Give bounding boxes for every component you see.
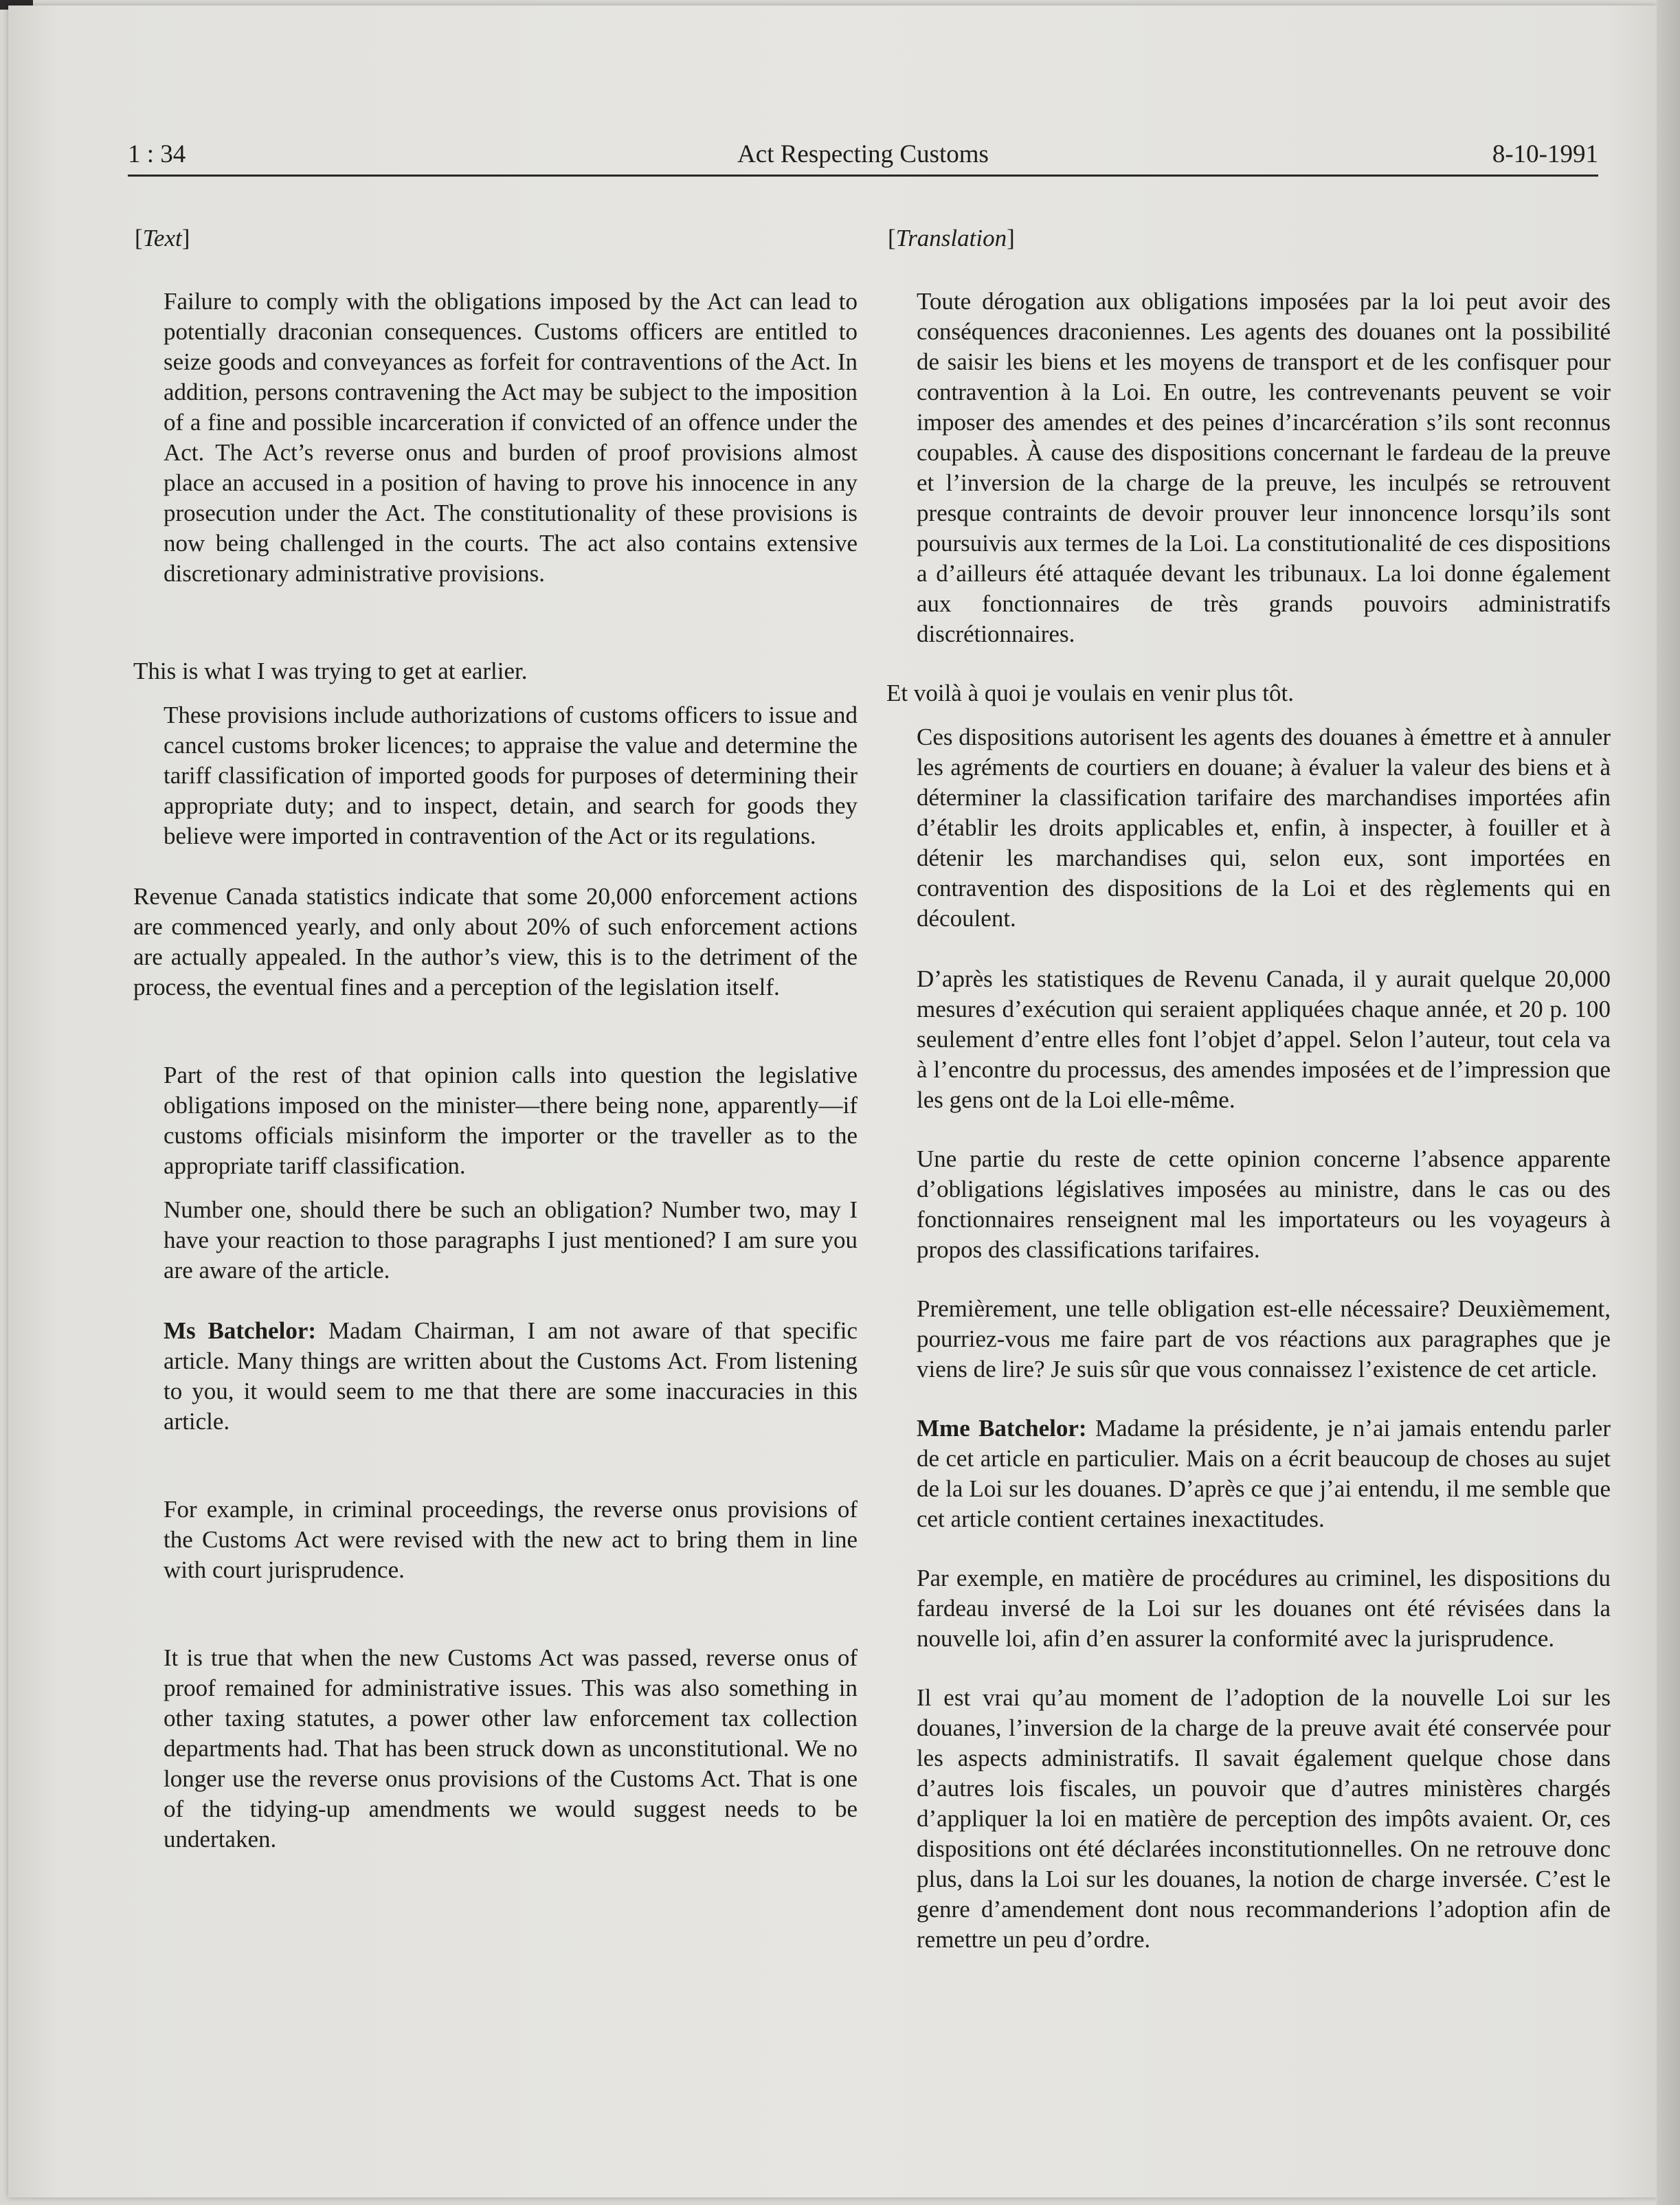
english-paragraph-9: It is true that when the new Customs Act was passed, reverse onus of proof remained for administrative issues. This was also something in other taxing statutes, a power other law enforcement tax collection departments had. That has been struck down as unconstitutional. We no longer use the reverse onus provisions of the Customs Act. That is one of the tidying-up amendments we would suggest needs to be undertaken. (164, 1644, 858, 1853)
english-paragraph-7: Ms Batchelor: Madam Chairman, I am not aware of that specific article. Many things are written about the Customs Act. From listening to you, it would seem to me that there are some inaccuracies in this article. (164, 1317, 858, 1435)
english-paragraph-8: For example, in criminal proceedings, the reverse onus provisions of the Customs Act were revised with the new act to bring them in line with court jurisprudence. (164, 1496, 858, 1583)
english-column (133, 223, 858, 1855)
english-paragraph-2: This is what I was trying to get at earlier. (133, 658, 528, 684)
french-paragraph-9: Il est vrai qu’au moment de l’adoption de la nouvelle Loi sur les douanes, l’inversion de la charge de la preuve avait été conservée pour les aspects administratifs. Il savait également quelque chose dans d’autres lois fiscales, un pouvoir que d’autres ministères chargés d’appliquer la loi en matière de perception des impôts avaient. Or, ces dispositions ont été déclarées inconstitutionnelles. On ne retrouve donc plus, dans la Loi sur les douanes, la notion de charge inversée. C’est le genre d’amendement dont nous recommanderions l’adoption afin de remettre un peu d’ordre. (917, 1684, 1611, 1953)
french-paragraph-5: Une partie du reste de cette opinion concerne l’absence apparente d’obligations législatives imposées au ministre, dans le cas ou des fonctionnaires renseignent mal les importateurs ou les voyageurs à propos des classifications tarifaires. (917, 1145, 1611, 1263)
sitting-date: 8-10-1991 (1492, 140, 1598, 168)
page-edge (1657, 0, 1680, 2205)
french-paragraph-7: Mme Batchelor: Madame la présidente, je n’ai jamais entendu parler de cet article en particulier. Mais on a écrit beaucoup de choses au sujet de la Loi sur les douanes. D’après ce que j’ai entendu, il me semble que cet article contient certaines inexactitudes. (917, 1415, 1611, 1532)
speaker-name: Mme Batchelor: (917, 1415, 1087, 1442)
english-paragraph-5: Part of the rest of that opinion calls into question the legislative obligations imposed on the minister—there being none, apparently—if customs officials misinform the importer or the traveller as to the appropriate tariff classification. (164, 1062, 858, 1179)
french-paragraph-4: D’après les statistiques de Revenu Canada, il y aurait quelque 20,000 mesures d’exécution qui seraient appliquées chaque année, et 20 p. 100 seulement d’entre elles font l’objet d’appel. Selon l’auteur, tout cela va à l’encontre du processus, des amendes imposées et de l’impression que les gens ont de la Loi elle-même. (917, 965, 1611, 1113)
english-paragraph-6: Number one, should there be such an obligation? Number two, may I have your reaction to those paragraphs I just mentioned? I am sure you are aware of the article. (164, 1196, 858, 1284)
french-column (886, 223, 1611, 1955)
text-label: [Text] (135, 225, 190, 251)
french-paragraph-2: Et voilà à quoi je voulais en venir plus tôt. (886, 680, 1294, 706)
running-title: Act Respecting Customs (737, 140, 989, 168)
english-paragraph-4: Revenue Canada statistics indicate that some 20,000 enforcement actions are commenced yearly, and only about 20% of such enforcement actions are actually appealed. In the author’s view, this is to the detriment of the process, the eventual fines and a perception of the legislation itself. (133, 883, 858, 1000)
french-paragraph-6: Premièrement, une telle obligation est-elle nécessaire? Deuxièmement, pourriez-vous me faire part de vos réactions aux paragraphes que je viens de lire? Je suis sûr que vous connaissez l’existence de cet article. (917, 1295, 1611, 1383)
running-head (128, 135, 1598, 177)
english-paragraph-1: Failure to comply with the obligations imposed by the Act can lead to potentially draconian consequences. Customs officers are entitled to seize goods and conveyances as forfeit for contraventions of the Act. In addition, persons contravening the Act may be subject to the imposition of a fine and possible incarceration if convicted of an offence under the Act. The Act’s reverse onus and burden of proof provisions almost place an accused in a position of having to prove his innocence in any prosecution under the Act. The constitutionality of these provisions is now being challenged in the courts. The act also contains extensive discretionary administrative provisions. (164, 288, 858, 587)
french-paragraph-8: Par exemple, en matière de procédures au criminel, les dispositions du fardeau inversé de la Loi sur les douanes ont été révisées dans la nouvelle loi, afin d’en assurer la conformité avec la jurisprudence. (917, 1565, 1611, 1652)
page-number: 1 : 34 (128, 140, 186, 168)
french-paragraph-3: Ces dispositions autorisent les agents des douanes à émettre et à annuler les agréments de courtiers en douane; à évaluer la valeur des biens et à déterminer la classification tarifaire des marchandises importées afin d’établir les droits applicables et, enfin, à inspecter, à fouiller et à détenir les marchandises qui, selon eux, sont importées en contravention des dispositions de la Loi et des règlements qui en découlent. (917, 724, 1611, 932)
translation-label: [Translation] (888, 225, 1015, 251)
english-paragraph-3: These provisions include authorizations of customs officers to issue and cancel customs broker licences; to appraise the value and determine the tariff classification of imported goods for purposes of determining their appropriate duty; and to inspect, detain, and search for goods they believe were imported in contravention of the Act or its regulations. (164, 702, 858, 849)
speaker-name: Ms Batchelor: (164, 1317, 317, 1344)
french-paragraph-1: Toute dérogation aux obligations imposées par la loi peut avoir des conséquences draconiennes. Les agents des douanes ont la possibilité de saisir les biens et les moyens de transport et de les confisquer pour contravention à la Loi. En outre, les contrevenants peuvent se voir imposer des amendes et des peines d’incarcération s’ils sont reconnus coupables. À cause des dispositions concernant le fardeau de la preuve et l’inversion de la charge de la preuve, les inculpés se retrouvent presque contraints de devoir prouver leur innoncence lorsqu’ils sont poursuivis aux termes de la Loi. La constitutionalité de ces dispositions a d’ailleurs été attaquée devant les tribunaux. La loi donne également aux fonctionnaires de très grands pouvoirs administratifs discrétionnaires. (917, 288, 1611, 647)
